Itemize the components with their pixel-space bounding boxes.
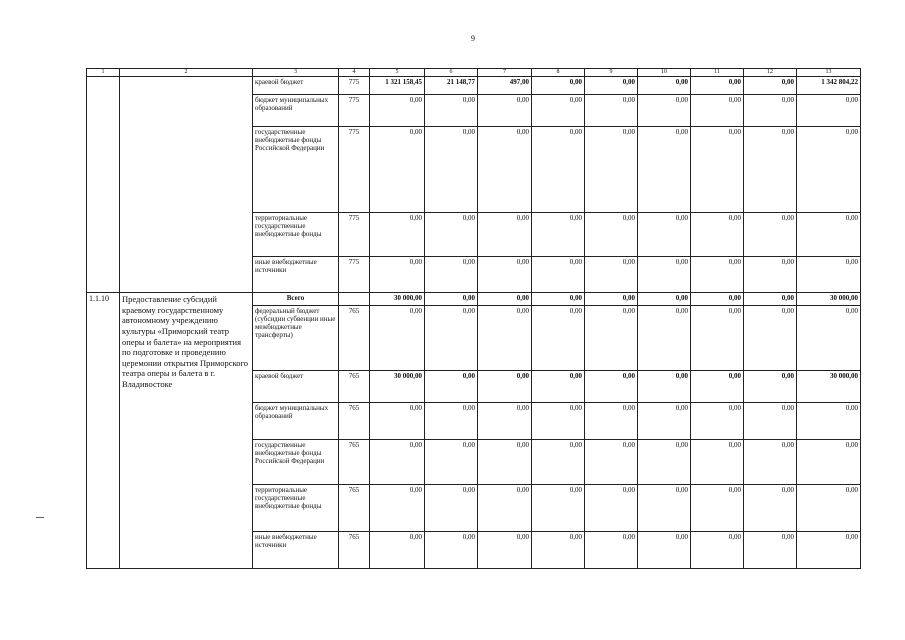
budget-code: 765 bbox=[339, 532, 370, 569]
amount-cell: 0,00 bbox=[797, 440, 861, 485]
amount-cell: 0,00 bbox=[425, 95, 478, 127]
budget-code: 775 bbox=[339, 127, 370, 213]
funding-source: бюджет муниципальных образований bbox=[253, 95, 339, 127]
amount-cell: 0,00 bbox=[744, 532, 797, 569]
amount-cell: 0,00 bbox=[638, 306, 691, 371]
budget-code: 775 bbox=[339, 213, 370, 257]
amount-cell: 0,00 bbox=[425, 440, 478, 485]
amount-cell: 0,00 bbox=[425, 532, 478, 569]
column-number: 4 bbox=[339, 69, 370, 77]
amount-cell: 0,00 bbox=[478, 127, 532, 213]
amount-cell: 0,00 bbox=[744, 213, 797, 257]
amount-cell: 0,00 bbox=[370, 95, 425, 127]
amount-cell: 0,00 bbox=[797, 213, 861, 257]
amount-cell: 0,00 bbox=[478, 257, 532, 293]
amount-cell: 0,00 bbox=[585, 532, 638, 569]
amount-cell: 0,00 bbox=[532, 95, 585, 127]
column-number: 5 bbox=[370, 69, 425, 77]
amount-cell: 0,00 bbox=[585, 213, 638, 257]
amount-cell: 0,00 bbox=[691, 306, 744, 371]
amount-cell: 0,00 bbox=[638, 127, 691, 213]
column-number: 1 bbox=[87, 69, 120, 77]
amount-cell: 0,00 bbox=[744, 306, 797, 371]
amount-cell: 1 321 158,45 bbox=[370, 77, 425, 95]
column-number: 7 bbox=[478, 69, 532, 77]
budget-code: 765 bbox=[339, 485, 370, 532]
column-number: 3 bbox=[253, 69, 339, 77]
amount-cell: 0,00 bbox=[478, 403, 532, 440]
amount-cell: 30 000,00 bbox=[370, 371, 425, 403]
column-number: 11 bbox=[691, 69, 744, 77]
amount-cell: 0,00 bbox=[797, 306, 861, 371]
amount-cell: 0,00 bbox=[691, 257, 744, 293]
amount-cell: 30 000,00 bbox=[797, 371, 861, 403]
amount-cell: 0,00 bbox=[532, 293, 585, 306]
program-budget-table bbox=[86, 68, 861, 569]
amount-cell: 0,00 bbox=[691, 77, 744, 95]
amount-cell: 0,00 bbox=[532, 306, 585, 371]
amount-cell: 0,00 bbox=[638, 293, 691, 306]
amount-cell: 0,00 bbox=[478, 440, 532, 485]
amount-cell: 0,00 bbox=[744, 371, 797, 403]
amount-cell: 0,00 bbox=[370, 532, 425, 569]
amount-cell: 0,00 bbox=[691, 440, 744, 485]
funding-source: государственные внебюджетные фонды Российской Федерации bbox=[253, 440, 339, 485]
amount-cell: 0,00 bbox=[744, 127, 797, 213]
amount-cell: 0,00 bbox=[425, 293, 478, 306]
amount-cell: 0,00 bbox=[532, 440, 585, 485]
amount-cell: 0,00 bbox=[638, 403, 691, 440]
amount-cell: 0,00 bbox=[691, 371, 744, 403]
amount-cell: 0,00 bbox=[532, 127, 585, 213]
amount-cell: 0,00 bbox=[744, 403, 797, 440]
amount-cell: 0,00 bbox=[585, 485, 638, 532]
amount-cell: 0,00 bbox=[797, 532, 861, 569]
table-row bbox=[87, 77, 861, 95]
amount-cell: 0,00 bbox=[744, 95, 797, 127]
budget-code: 765 bbox=[339, 371, 370, 403]
amount-cell: 0,00 bbox=[425, 127, 478, 213]
amount-cell: 0,00 bbox=[691, 532, 744, 569]
amount-cell: 0,00 bbox=[585, 95, 638, 127]
amount-cell: 0,00 bbox=[585, 306, 638, 371]
amount-cell: 0,00 bbox=[638, 95, 691, 127]
column-number: 2 bbox=[120, 69, 253, 77]
page-number: 9 bbox=[471, 34, 475, 43]
amount-cell: 0,00 bbox=[638, 532, 691, 569]
amount-cell: 0,00 bbox=[638, 257, 691, 293]
amount-cell: 0,00 bbox=[585, 293, 638, 306]
measure-name: Предоставление субсидий краевому государственному автономному учреждению культуры «Приморский театр оперы и балета» на мероприятия по подготовке и проведению церемонии открытия Приморского театра оперы и балета в г. Владивостоке bbox=[120, 293, 253, 569]
amount-cell: 0,00 bbox=[532, 77, 585, 95]
funding-source: иные внебюджетные источники bbox=[253, 532, 339, 569]
amount-cell: 0,00 bbox=[744, 257, 797, 293]
continued-name-cell bbox=[120, 77, 253, 293]
column-number: 6 bbox=[425, 69, 478, 77]
column-number: 13 bbox=[797, 69, 861, 77]
amount-cell: 0,00 bbox=[638, 213, 691, 257]
amount-cell: 0,00 bbox=[370, 213, 425, 257]
amount-cell: 0,00 bbox=[585, 127, 638, 213]
amount-cell: 0,00 bbox=[797, 485, 861, 532]
amount-cell: 497,00 bbox=[478, 77, 532, 95]
amount-cell: 0,00 bbox=[638, 440, 691, 485]
amount-cell: 0,00 bbox=[691, 213, 744, 257]
column-number: 12 bbox=[744, 69, 797, 77]
amount-cell: 0,00 bbox=[425, 257, 478, 293]
amount-cell: 0,00 bbox=[425, 306, 478, 371]
amount-cell: 0,00 bbox=[744, 293, 797, 306]
budget-code: 775 bbox=[339, 95, 370, 127]
amount-cell: 0,00 bbox=[744, 440, 797, 485]
amount-cell: 0,00 bbox=[478, 293, 532, 306]
amount-cell: 0,00 bbox=[425, 371, 478, 403]
amount-cell: 0,00 bbox=[370, 485, 425, 532]
amount-cell: 0,00 bbox=[370, 440, 425, 485]
amount-cell: 0,00 bbox=[585, 257, 638, 293]
amount-cell: 0,00 bbox=[532, 485, 585, 532]
amount-cell: 30 000,00 bbox=[797, 293, 861, 306]
continued-id-cell bbox=[87, 77, 120, 293]
amount-cell: 0,00 bbox=[585, 371, 638, 403]
budget-code bbox=[339, 293, 370, 306]
amount-cell: 0,00 bbox=[425, 485, 478, 532]
budget-code: 765 bbox=[339, 306, 370, 371]
table-row bbox=[87, 293, 861, 306]
amount-cell: 0,00 bbox=[532, 371, 585, 403]
amount-cell: 0,00 bbox=[478, 95, 532, 127]
amount-cell: 0,00 bbox=[691, 403, 744, 440]
budget-code: 775 bbox=[339, 257, 370, 293]
margin-mark bbox=[36, 517, 44, 518]
amount-cell: 0,00 bbox=[585, 440, 638, 485]
amount-cell: 0,00 bbox=[370, 403, 425, 440]
amount-cell: 30 000,00 bbox=[370, 293, 425, 306]
funding-source: бюджет муниципальных образований bbox=[253, 403, 339, 440]
amount-cell: 0,00 bbox=[532, 532, 585, 569]
budget-code: 775 bbox=[339, 77, 370, 95]
amount-cell: 0,00 bbox=[638, 485, 691, 532]
amount-cell: 0,00 bbox=[370, 257, 425, 293]
budget-code: 765 bbox=[339, 403, 370, 440]
amount-cell: 0,00 bbox=[425, 403, 478, 440]
amount-cell: 0,00 bbox=[370, 127, 425, 213]
funding-source: краевой бюджет bbox=[253, 77, 339, 95]
amount-cell: 0,00 bbox=[797, 403, 861, 440]
amount-cell: 0,00 bbox=[425, 213, 478, 257]
funding-source: федеральный бюджет (субсидии субвенции иные межбюджетные трансферты) bbox=[253, 306, 339, 371]
amount-cell: 0,00 bbox=[370, 306, 425, 371]
amount-cell: 0,00 bbox=[638, 77, 691, 95]
amount-cell: 1 342 804,22 bbox=[797, 77, 861, 95]
amount-cell: 0,00 bbox=[478, 371, 532, 403]
amount-cell: 0,00 bbox=[691, 485, 744, 532]
amount-cell: 0,00 bbox=[744, 77, 797, 95]
amount-cell: 21 148,77 bbox=[425, 77, 478, 95]
amount-cell: 0,00 bbox=[478, 213, 532, 257]
funding-source: государственные внебюджетные фонды Российской Федерации bbox=[253, 127, 339, 213]
amount-cell: 0,00 bbox=[744, 485, 797, 532]
funding-source: территориальные государственные внебюджетные фонды bbox=[253, 213, 339, 257]
amount-cell: 0,00 bbox=[797, 127, 861, 213]
measure-id: 1.1.10 bbox=[87, 293, 120, 569]
header-row bbox=[87, 69, 861, 77]
amount-cell: 0,00 bbox=[585, 403, 638, 440]
column-number: 8 bbox=[532, 69, 585, 77]
funding-source: краевой бюджет bbox=[253, 371, 339, 403]
amount-cell: 0,00 bbox=[691, 127, 744, 213]
amount-cell: 0,00 bbox=[691, 95, 744, 127]
amount-cell: 0,00 bbox=[532, 213, 585, 257]
amount-cell: 0,00 bbox=[797, 257, 861, 293]
amount-cell: 0,00 bbox=[691, 293, 744, 306]
funding-source: Всего bbox=[253, 293, 339, 306]
amount-cell: 0,00 bbox=[478, 485, 532, 532]
budget-code: 765 bbox=[339, 440, 370, 485]
column-number: 10 bbox=[638, 69, 691, 77]
amount-cell: 0,00 bbox=[585, 77, 638, 95]
amount-cell: 0,00 bbox=[532, 403, 585, 440]
amount-cell: 0,00 bbox=[532, 257, 585, 293]
amount-cell: 0,00 bbox=[797, 95, 861, 127]
amount-cell: 0,00 bbox=[478, 306, 532, 371]
funding-source: иные внебюджетные источники bbox=[253, 257, 339, 293]
amount-cell: 0,00 bbox=[638, 371, 691, 403]
amount-cell: 0,00 bbox=[478, 532, 532, 569]
funding-source: территориальные государственные внебюджетные фонды bbox=[253, 485, 339, 532]
column-number: 9 bbox=[585, 69, 638, 77]
